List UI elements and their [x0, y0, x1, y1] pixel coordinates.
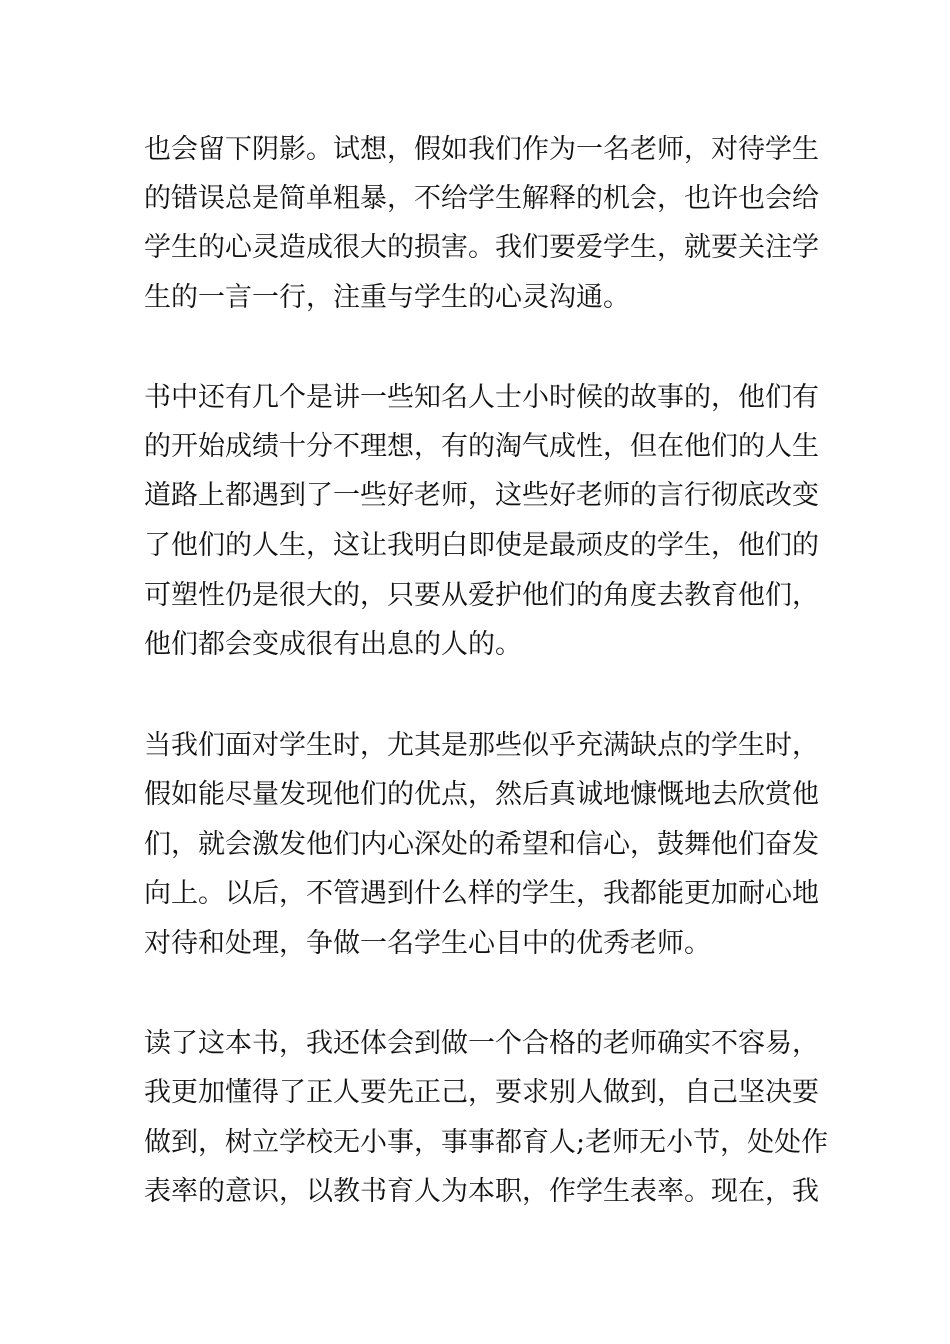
text-line: 可塑性仍是很大的，只要从爱护他们的角度去教育他们，: [144, 580, 819, 611]
text-line: 对待和处理，争做一名学生心目中的优秀老师。: [144, 928, 711, 959]
text-line: 他们都会变成很有出息的人的。: [144, 629, 522, 660]
text-line: 向上。以后，不管遇到什么样的学生，我都能更加耐心地: [144, 878, 819, 909]
text-line: 们，就会激发他们内心深处的希望和信心，鼓舞他们奋发: [144, 829, 819, 860]
text-line: 当我们面对学生时，尤其是那些似乎充满缺点的学生时，: [144, 730, 819, 761]
text-line: 读了这本书，我还体会到做一个合格的老师确实不容易，: [144, 1028, 819, 1059]
text-line: 做到，树立学校无小事，事事都育人;老师无小节，处处作: [144, 1127, 829, 1158]
text-line: 表率的意识，以教书育人为本职，作学生表率。现在，我: [144, 1176, 819, 1207]
text-line: 的开始成绩十分不理想，有的淘气成性，但在他们的人生: [144, 431, 819, 462]
text-line: 假如能尽量发现他们的优点，然后真诚地慷慨地去欣赏他: [144, 779, 819, 810]
text-line: 也会留下阴影。试想，假如我们作为一名老师，对待学生: [144, 134, 819, 165]
text-line: 了他们的人生，这让我明白即使是最顽皮的学生，他们的: [144, 530, 819, 561]
text-line: 道路上都遇到了一些好老师，这些好老师的言行彻底改变: [144, 480, 819, 511]
text-line: 学生的心灵造成很大的损害。我们要爱学生，就要关注学: [144, 232, 819, 263]
text-line: 书中还有几个是讲一些知名人士小时候的故事的，他们有: [144, 382, 819, 413]
text-line: 生的一言一行，注重与学生的心灵沟通。: [144, 282, 630, 313]
text-line: 的错误总是简单粗暴，不给学生解释的机会，也许也会给: [144, 183, 819, 214]
text-line: 我更加懂得了正人要先正己，要求别人做到，自己坚决要: [144, 1077, 819, 1108]
